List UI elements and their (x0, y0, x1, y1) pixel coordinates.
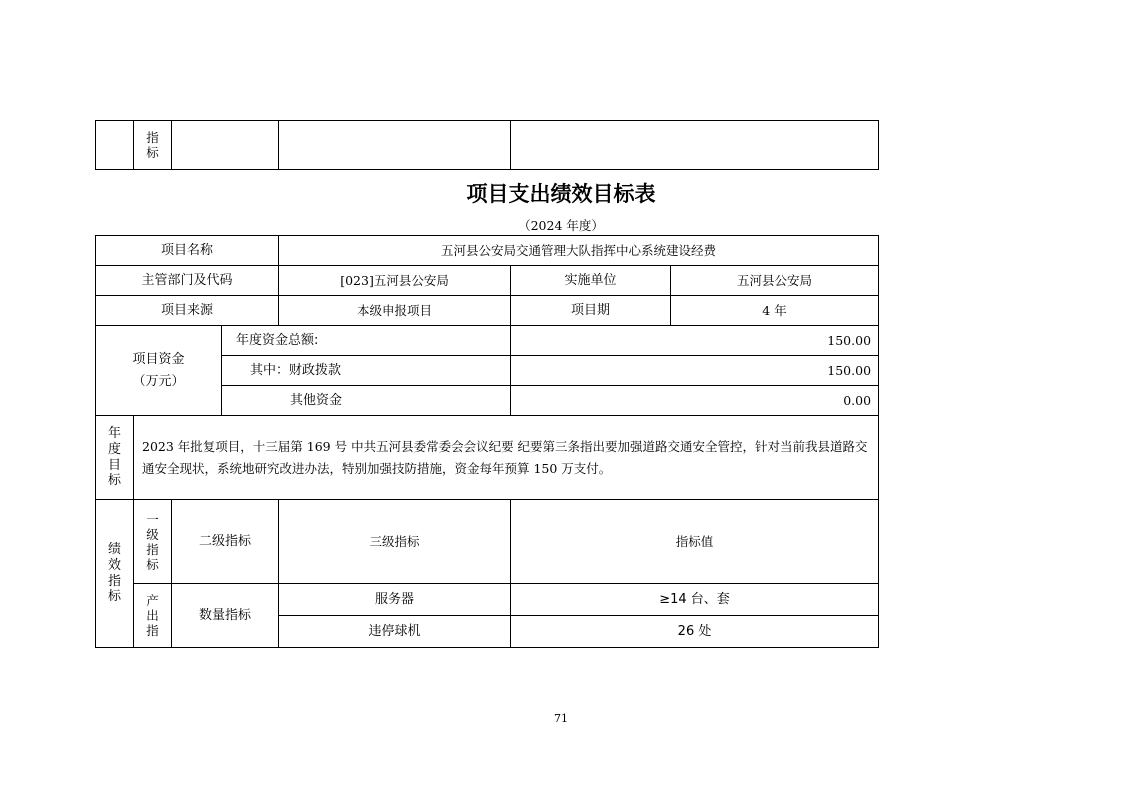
implementing-unit-label: 实施单位 (511, 266, 671, 296)
indicator-item-value: ≥14 台、套 (511, 584, 879, 616)
indicator-vertical-label: 指 标 (134, 121, 172, 170)
performance-goal-table (95, 235, 879, 648)
project-period-label: 项目期 (511, 296, 671, 326)
project-source-value: 本级申报项目 (279, 296, 511, 326)
output-indicator-label: 产 出 指 (134, 584, 172, 648)
fiscal-funds-value: 150.00 (511, 356, 879, 386)
level3-indicator-header: 三级指标 (279, 500, 511, 584)
annual-goal-label: 年 度 目 标 (96, 416, 134, 500)
previous-table-fragment (95, 120, 879, 170)
empty-cell (511, 121, 879, 170)
project-name-label: 项目名称 (96, 236, 279, 266)
page-number: 71 (554, 712, 568, 725)
indicator-item-name: 服务器 (279, 584, 511, 616)
other-funds-value: 0.00 (511, 386, 879, 416)
indicator-value-header: 指标值 (511, 500, 879, 584)
level1-indicator-header: 一 级 指 标 (134, 500, 172, 584)
empty-cell (172, 121, 279, 170)
implementing-unit-value: 五河县公安局 (671, 266, 879, 296)
quantity-indicator-label: 数量指标 (172, 584, 279, 648)
annual-goal-text: 2023 年批复项目，十三届第 169 号 中共五河县委常委会会议纪要 纪要第三条指出要加强道路交通安全管控，针对当前我县道路交通安全现状，系统地研究改进办法，特别加强技防措施，资金每年预算 150 万支付。 (134, 416, 879, 500)
indicator-item-name: 违停球机 (279, 616, 511, 648)
empty-cell (279, 121, 511, 170)
department-value: [023]五河县公安局 (279, 266, 511, 296)
project-funds-label: 项目资金 （万元） (96, 326, 222, 416)
total-funds-value: 150.00 (511, 326, 879, 356)
empty-cell (96, 121, 134, 170)
project-name-value: 五河县公安局交通管理大队指挥中心系统建设经费 (279, 236, 879, 266)
department-label: 主管部门及代码 (96, 266, 279, 296)
page-subtitle: （2024 年度） (518, 218, 604, 233)
project-period-value: 4 年 (671, 296, 879, 326)
project-source-label: 项目来源 (96, 296, 279, 326)
indicator-item-value: 26 处 (511, 616, 879, 648)
other-funds-label: 其他资金 (222, 386, 511, 416)
fiscal-funds-label: 其中：财政拨款 (222, 356, 511, 386)
page-title: 项目支出绩效目标表 (466, 182, 656, 206)
performance-indicator-label: 绩 效 指 标 (96, 500, 134, 648)
level2-indicator-header: 二级指标 (172, 500, 279, 584)
total-funds-label: 年度资金总额: (222, 326, 511, 356)
